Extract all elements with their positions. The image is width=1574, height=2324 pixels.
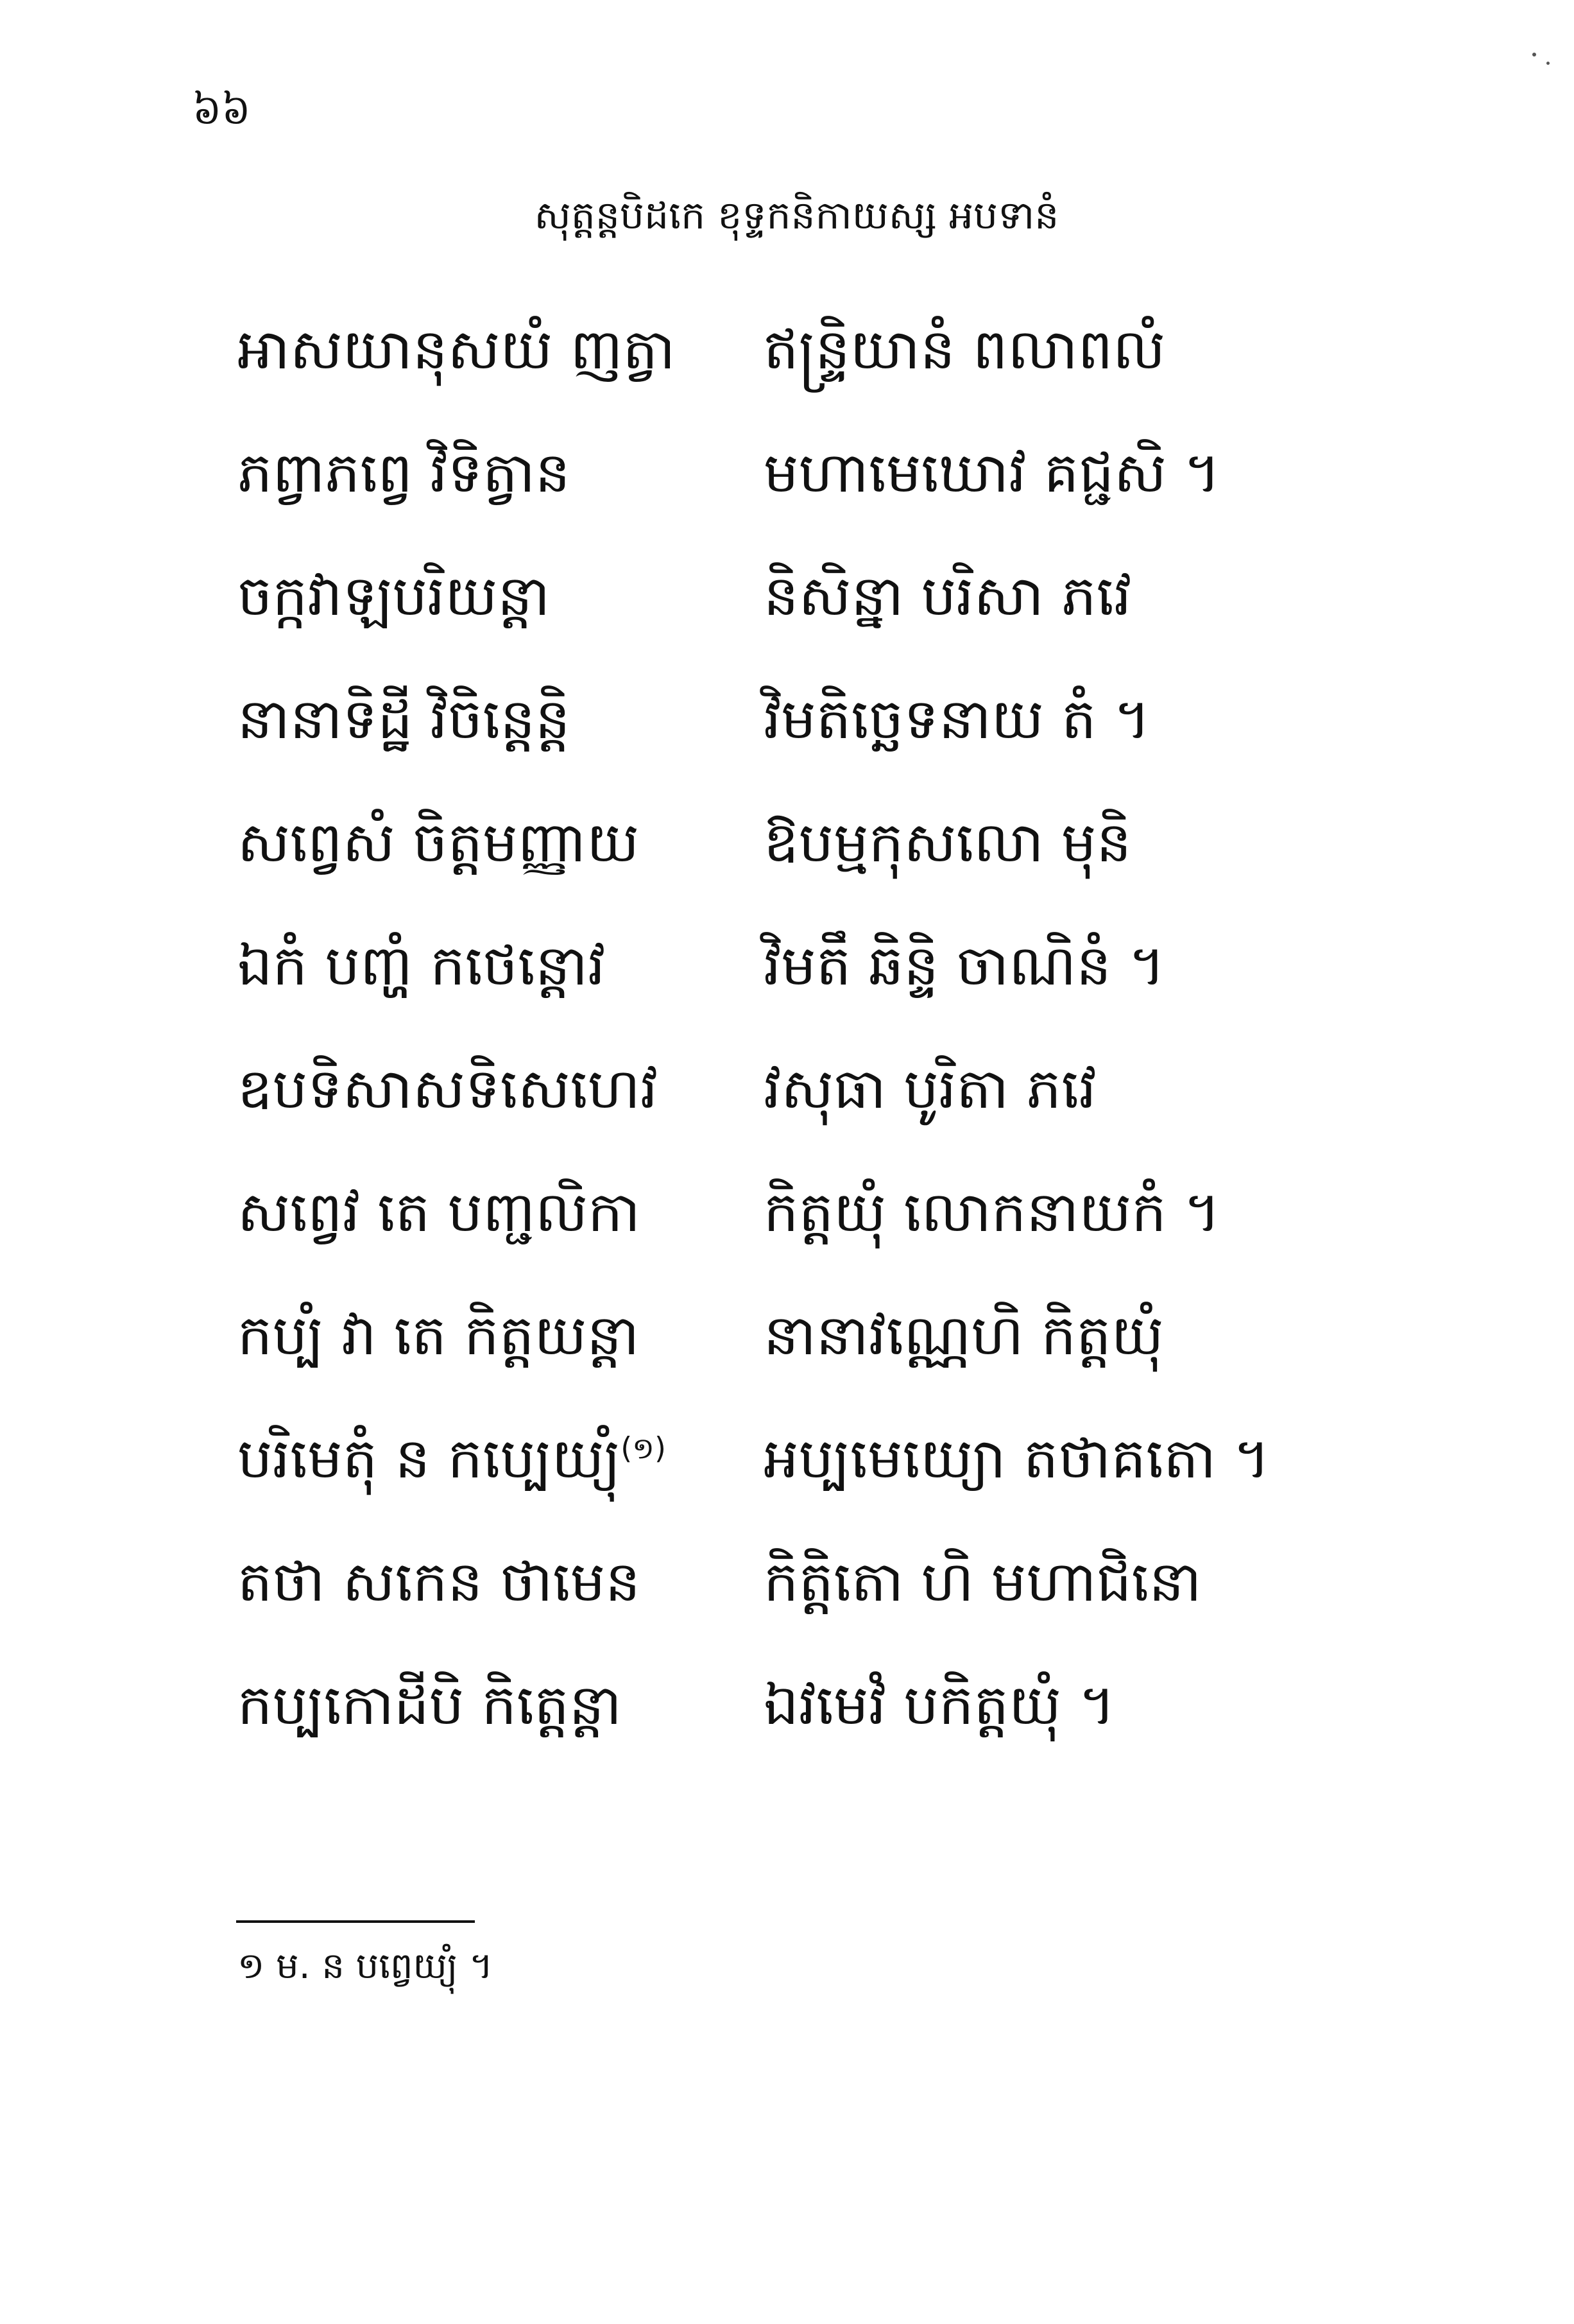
verse-first-half: ភព្វាភព្វេ វិទិត្វាន bbox=[237, 441, 570, 505]
verse-line bbox=[237, 1041, 1392, 1164]
verse-first-half: អាសយានុសយំ ញត្វា bbox=[237, 318, 676, 382]
verse-first-half: សព្វេវ តេ បញ្ជលិកា bbox=[237, 1180, 640, 1244]
footnote-marker: (១) bbox=[620, 1431, 666, 1466]
verse-first-half: ឧបទិសាសទិសេហេវ bbox=[237, 1057, 658, 1121]
verse-second-half: វិមតឹ ឆិន្ទិ ចាណិនំ ។ bbox=[764, 934, 1165, 998]
verse-line bbox=[237, 795, 1392, 918]
footnote-divider bbox=[236, 1920, 475, 1923]
verse-second-half: វិមតិច្ឆេទនាយ តំ ។ bbox=[764, 687, 1151, 752]
verse-line bbox=[237, 548, 1392, 671]
verse-second-half: ឱបម្មកុសលោ មុនិ bbox=[764, 811, 1132, 875]
verse-line bbox=[237, 1164, 1392, 1287]
verse-line bbox=[237, 918, 1392, 1041]
scan-speck bbox=[1546, 62, 1550, 65]
verse-second-half: និសិន្នា បរិសា ភវេ bbox=[764, 564, 1132, 628]
verse-second-half: កិត្តិតោ ហិ មហាជិនោ bbox=[764, 1550, 1202, 1614]
verse-line bbox=[237, 1657, 1392, 1780]
verse-first-half: នានាទិដ្ឋី វិចិន្តេន្តិ bbox=[237, 687, 570, 752]
verse-second-half: ឥន្ទ្រិយានំ ពលាពលំ bbox=[764, 318, 1166, 382]
verse-line bbox=[237, 302, 1392, 425]
verse-second-half: កិត្តយុំ លោកនាយកំ ។ bbox=[764, 1180, 1220, 1244]
running-header: សុត្តន្តបិដកេ ខុទ្ទកនិកាយស្ស អបទានំ bbox=[534, 193, 1059, 238]
verse-first-half: កប្បកោដីបិ កិត្តេន្តា bbox=[237, 1673, 622, 1737]
scan-speck bbox=[1532, 53, 1536, 56]
page-number: ៦៦ bbox=[192, 87, 251, 134]
verse-first-half: តថា សកេន ថាមេន bbox=[237, 1550, 640, 1614]
verse-text: បរិមេតុំ ន កប្បេយ្យុំ bbox=[237, 1427, 621, 1491]
footnote: ១ ម. ន បព្វេយ្យុំ ។ bbox=[237, 1945, 493, 1987]
verse-line bbox=[237, 1534, 1392, 1657]
verse-line bbox=[237, 1287, 1392, 1411]
verse-block bbox=[237, 302, 1392, 1780]
verse-first-half: ចក្កវាឡបរិយន្តា bbox=[237, 564, 551, 628]
verse-line bbox=[237, 1411, 1392, 1534]
verse-second-half: មហាមេឃោវ គជ្ជសិ ។ bbox=[764, 441, 1220, 505]
verse-first-half: កប្បំ វា តេ កិត្តយន្តា bbox=[237, 1304, 640, 1368]
verse-second-half: នានាវណ្ណេហិ កិត្តយុំ bbox=[764, 1304, 1164, 1368]
verse-first-half: ឯកំ បញ្ហំ កថេន្តោវ bbox=[237, 934, 606, 998]
verse-second-half: វសុធា បូរិតា ភវេ bbox=[764, 1057, 1097, 1121]
verse-second-half: អប្បមេយ្យោ តថាគតោ ។ bbox=[764, 1427, 1270, 1491]
verse-line bbox=[237, 425, 1392, 548]
verse-second-half: ឯវមេវំ បកិត្តយុំ ។ bbox=[764, 1673, 1116, 1737]
verse-first-half: សព្វេសំ ចិត្តមញ្ញាយ bbox=[237, 811, 640, 875]
verse-first-half bbox=[237, 1411, 666, 1507]
verse-line bbox=[237, 671, 1392, 795]
